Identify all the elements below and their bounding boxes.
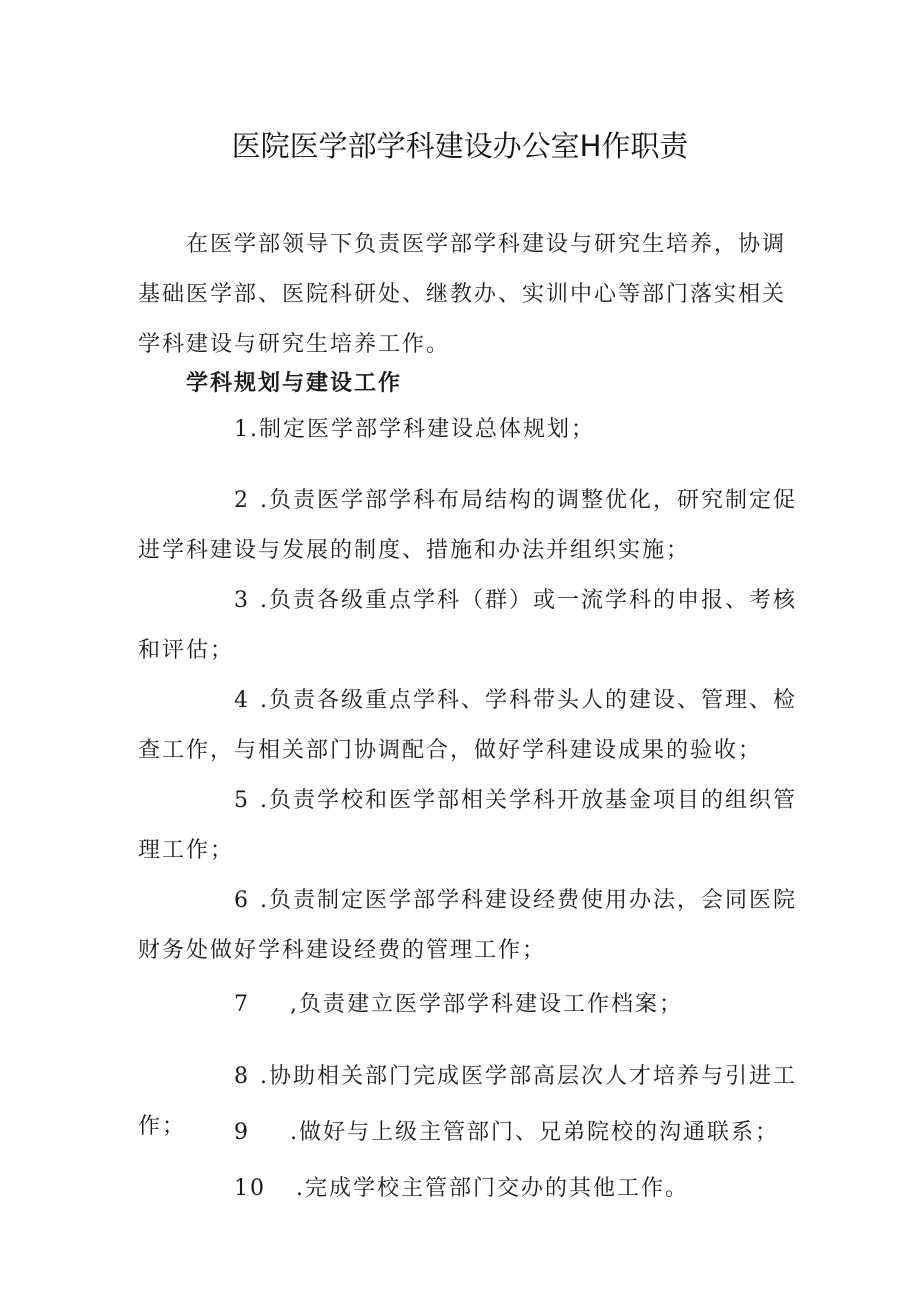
item-number: 2 [234,488,250,513]
item-number: 7 [234,992,250,1017]
list-item [138,476,798,576]
intro-paragraph: 在医学部领导下负责医学部学科建设与研究生培养，协调基础医学部、医院科研处、继教办、实训中心等部门落实相关学科建设与研究生培养工作。 [138,232,787,357]
section-heading: 学科规划与建设工作 [186,371,403,396]
item-number: 4 [234,688,250,713]
item-number: 6 [234,888,250,913]
list-item [138,405,798,455]
document-title: 医院医学部学科建设办公室H作职责 [231,129,689,163]
item-number: 10 [234,1176,266,1201]
item-number: 5 [234,788,250,813]
list-item [138,1164,798,1214]
list-item [138,576,798,676]
item-text: .负责制定医学部学科建设经费使用办法，会同医院财务处做好学科建设经费的管理工作； [138,888,797,963]
item-number: 8 [234,1064,250,1089]
item-number: 9 [234,1120,250,1145]
item-text: .负责各级重点学科、学科带头人的建设、管理、检查工作，与相关部门协调配合，做好学科建设成果的验收； [138,688,797,763]
item-text: ,负责建立医学部学科建设工作档案； [290,992,683,1017]
item-text: .完成学校主管部门交办的其他工作。 [296,1176,689,1201]
list-item [138,876,798,976]
item-text: .负责各级重点学科（群）或一流学科的申报、考核和评估； [138,588,797,663]
item-text: .负责学校和医学部相关学科开放基金项目的组织管理工作； [138,788,797,863]
item-text: .负责医学部学科布局结构的调整优化，研究制定促进学科建设与发展的制度、措施和办法并组织实施； [138,488,797,563]
list-item [138,1108,798,1158]
list-item [138,676,798,776]
item-text: 制定医学部学科建设总体规划； [259,417,596,442]
item-text: .协助相关部门完成医学部高层次人才培养与引进工作； [138,1064,797,1139]
item-number: 3 [234,588,250,613]
list-item [138,776,798,876]
item-number: 1. [234,417,259,442]
list-item [138,980,798,1030]
item-text: .做好与上级主管部门、兄弟院校的沟通联系； [290,1120,779,1145]
